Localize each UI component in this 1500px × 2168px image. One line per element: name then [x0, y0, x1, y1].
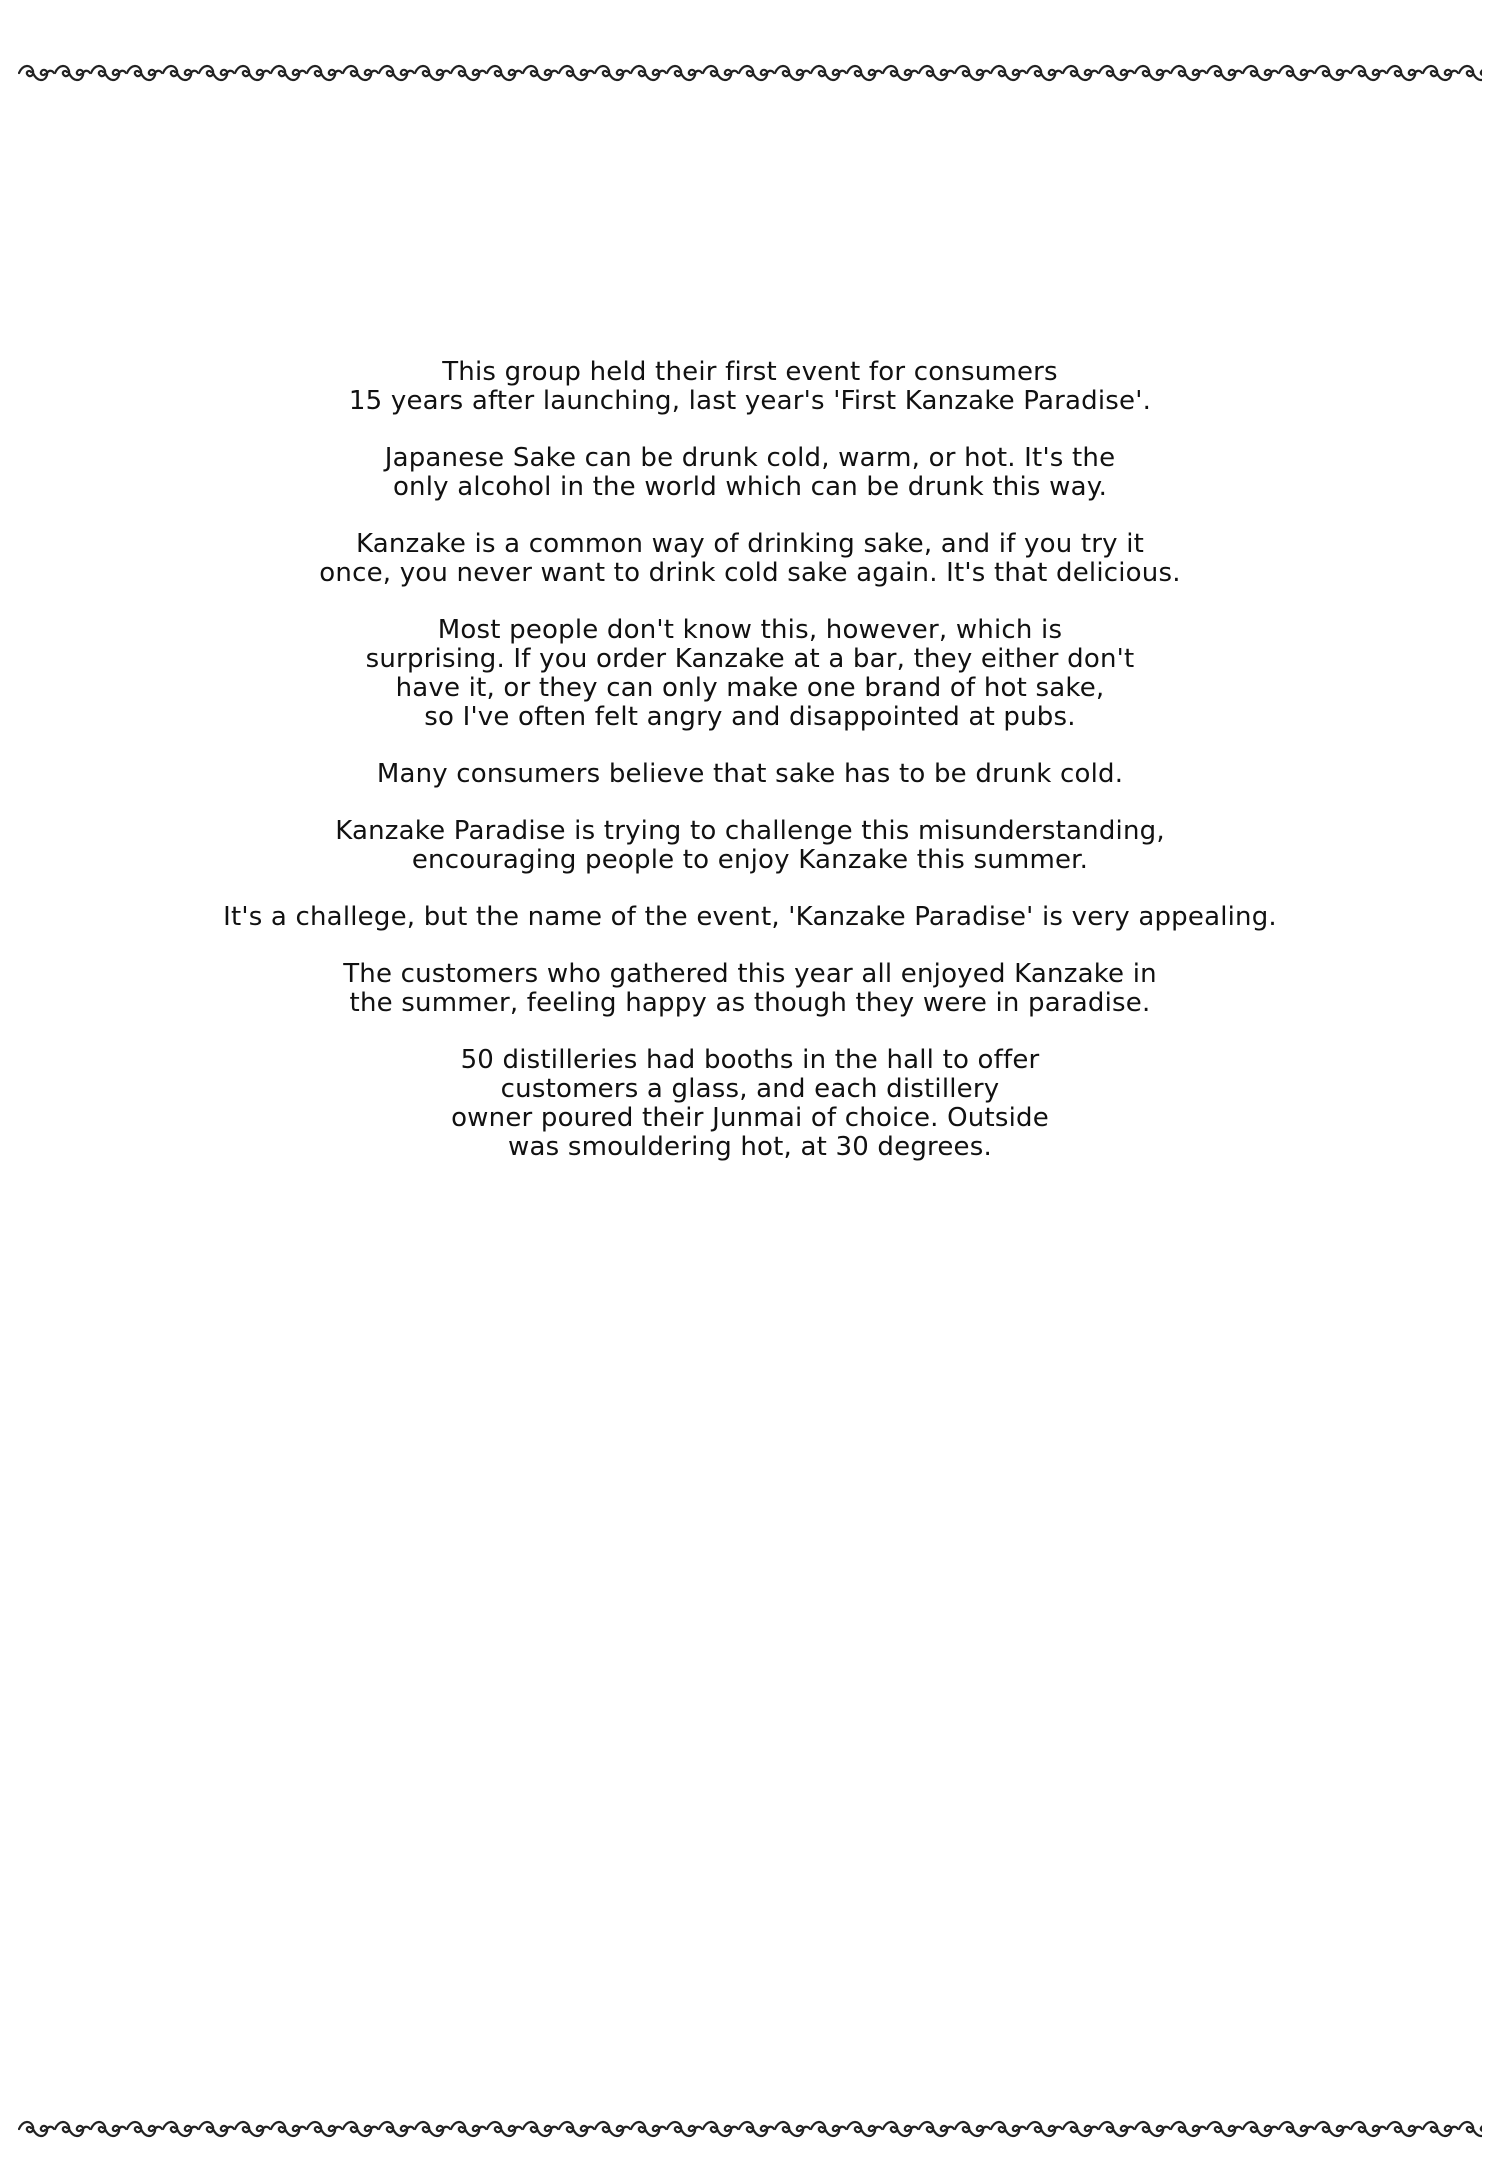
- text-line: once, you never want to drink cold sake again. It's that delicious.: [319, 558, 1181, 588]
- paragraph: [150, 760, 1350, 789]
- text-line: Kanzake Paradise is trying to challenge this misunderstanding,: [335, 816, 1165, 846]
- text-line: customers a glass, and each distillery: [500, 1074, 1000, 1104]
- text-line: It's a challege, but the name of the event, 'Kanzake Paradise' is very appealing.: [223, 902, 1277, 932]
- text-line: only alcohol in the world which can be drunk this way.: [392, 472, 1108, 502]
- text-line: 50 distilleries had booths in the hall to offer: [460, 1045, 1040, 1075]
- paragraph: [150, 616, 1350, 732]
- text-line: This group held their first event for consumers: [442, 357, 1058, 387]
- text-line: Most people don't know this, however, which is: [437, 615, 1063, 645]
- paragraph: [150, 903, 1350, 932]
- top-decorative-border: [18, 58, 1482, 88]
- paragraph: [150, 817, 1350, 875]
- paragraph: [150, 444, 1350, 502]
- text-line: was smouldering hot, at 30 degrees.: [508, 1132, 992, 1162]
- text-line: Kanzake is a common way of drinking sake, and if you try it: [355, 529, 1145, 559]
- text-line: owner poured their Junmai of choice. Outside: [451, 1103, 1049, 1133]
- text-line: encouraging people to enjoy Kanzake this summer.: [411, 845, 1089, 875]
- text-line: 15 years after launching, last year's 'First Kanzake Paradise'.: [348, 386, 1152, 416]
- wave-border-icon: [18, 2114, 1482, 2144]
- paragraph: [150, 1046, 1350, 1162]
- paragraph: [150, 358, 1350, 416]
- text-line: have it, or they can only make one brand of hot sake,: [395, 673, 1105, 703]
- text-line: so I've often felt angry and disappointed at pubs.: [424, 702, 1076, 732]
- text-line: the summer, feeling happy as though they were in paradise.: [349, 988, 1151, 1018]
- bottom-decorative-border: [18, 2114, 1482, 2144]
- wave-border-icon: [18, 58, 1482, 88]
- paragraph: [150, 960, 1350, 1018]
- text-line: Many consumers believe that sake has to be drunk cold.: [376, 759, 1124, 789]
- text-line: surprising. If you order Kanzake at a bar, they either don't: [365, 644, 1135, 674]
- text-line: The customers who gathered this year all enjoyed Kanzake in: [343, 959, 1157, 989]
- article-text: [150, 358, 1350, 1190]
- paragraph: [150, 530, 1350, 588]
- text-line: Japanese Sake can be drunk cold, warm, or hot. It's the: [384, 443, 1116, 473]
